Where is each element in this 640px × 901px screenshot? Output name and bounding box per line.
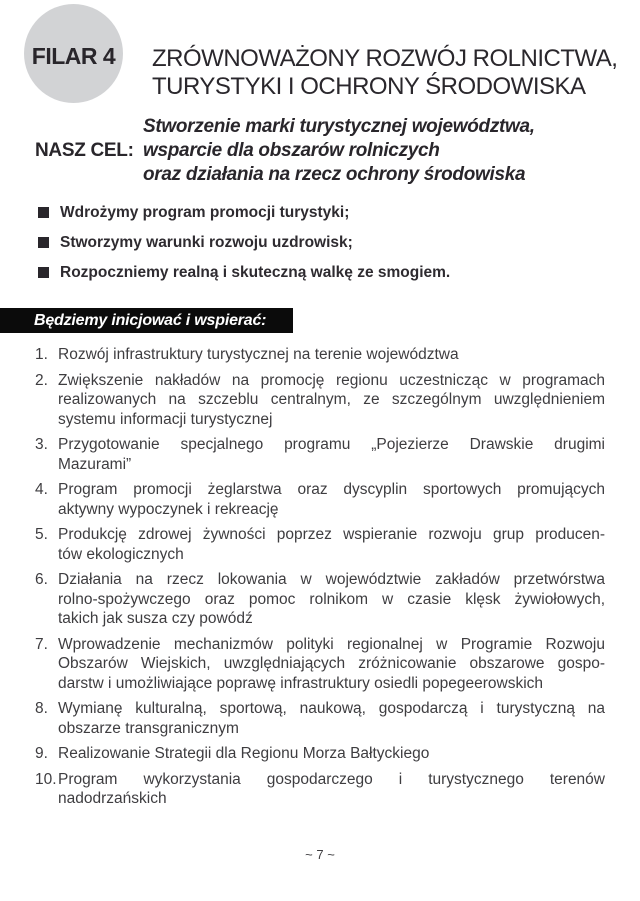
item-text [58, 770, 605, 809]
list-item [35, 371, 605, 430]
numbered-list [35, 345, 605, 815]
item-text [58, 345, 605, 365]
goal-line-3: oraz działania na rzecz ochrony środowiska [143, 164, 526, 185]
section-header-bar [0, 308, 293, 333]
list-item [35, 570, 605, 629]
item-text [58, 570, 605, 629]
item-text [58, 744, 605, 764]
item-number: 3. [35, 436, 48, 453]
list-item [35, 435, 605, 474]
item-line: Realizowanie Strategii dla Regionu Morza Bałtyckiego [58, 745, 430, 762]
list-item [35, 525, 605, 564]
black-square-icon [38, 267, 49, 278]
item-number: 5. [35, 526, 48, 543]
item-line: Zwiększenie nakładów na promocję regionu uczestnicząc w programach [58, 371, 605, 389]
list-item [35, 345, 605, 365]
item-text [58, 371, 605, 430]
item-number: 10. [35, 770, 57, 788]
item-line: takich jak susza czy powódź [58, 610, 253, 627]
pillar-label: FILAR 4 [31, 43, 116, 69]
item-line: Działania na rzecz lokowania w województwie zakładów przetwórstwa [58, 571, 605, 588]
item-text [58, 635, 605, 694]
pillar-badge [24, 4, 123, 103]
section-header-text: Będziemy inicjować i wspierać: [34, 311, 267, 329]
item-number: 8. [35, 700, 48, 717]
item-line: aktywny wypoczynek i rekreację [58, 500, 279, 518]
list-item [35, 744, 605, 764]
list-item [35, 699, 605, 738]
item-line: Produkcję zdrowej żywności poprzez wspieranie rozwoju grup producen- [58, 526, 605, 543]
item-text [58, 699, 605, 738]
bullet-text: Stworzymy warunki rozwoju uzdrowisk; [60, 234, 353, 251]
bullet-item [38, 233, 598, 253]
page-title-line-1: ZRÓWNOWAŻONY ROZWÓJ ROLNICTWA, [152, 45, 618, 72]
item-line: Mazurami” [58, 455, 132, 473]
item-line: Wymianę kulturalną, sportową, naukową, gospodarczą i turystyczną na [58, 700, 605, 717]
bullet-text: Wdrożymy program promocji turystyki; [60, 204, 350, 221]
goal-text [143, 115, 623, 187]
item-line: Obszarów Wiejskich, uwzględniających zróżnicowanie obszarowe gospo- [58, 655, 605, 672]
bullet-item [38, 263, 598, 283]
page-number: ~ 7 ~ [305, 847, 335, 862]
item-number: 7. [35, 635, 48, 653]
item-text [58, 435, 605, 474]
list-item [35, 480, 605, 519]
item-line: obszarze transgranicznym [58, 719, 239, 737]
item-line: systemu informacji turystycznej [58, 410, 273, 428]
goal-line-2: wsparcie dla obszarów rolniczych [143, 140, 440, 161]
page-title [152, 45, 617, 101]
item-number: 2. [35, 371, 48, 389]
item-line: Program promocji żeglarstwa oraz dyscyplin sportowych promujących [58, 481, 605, 498]
item-line: Wprowadzenie mechanizmów polityki regionalnej w Programie Rozwoju [58, 635, 605, 653]
item-line: Przygotowanie specjalnego programu „Pojezierze Drawskie drugimi [58, 436, 605, 453]
item-line: darstw i umożliwiające poprawę infrastruktury osiedli popegeerowskich [58, 674, 544, 692]
item-text [58, 525, 605, 564]
list-item [35, 770, 605, 809]
item-number: 9. [35, 745, 48, 762]
bullet-text: Rozpoczniemy realną i skuteczną walkę ze smogiem. [60, 264, 451, 281]
item-number: 4. [35, 481, 48, 498]
goal-label: NASZ CEL: [35, 140, 134, 161]
page-title-line-2: TURYSTYKI I OCHRONY ŚRODOWISKA [152, 73, 586, 100]
item-number: 1. [35, 346, 48, 363]
bullet-list [38, 203, 598, 293]
goal-line-1: Stworzenie marki turystycznej województwa, [143, 116, 535, 137]
item-line: nadodrzańskich [58, 790, 167, 807]
item-line: Program wykorzystania gospodarczego i turystycznego terenów [58, 770, 605, 788]
item-line: realizowanych na szczeblu centralnym, ze szczególnym uwzględnieniem [58, 391, 605, 408]
item-line: rolno-spożywczego oraz pomoc rolnikom w czasie klęsk żywiołowych, [58, 590, 605, 608]
bullet-item [38, 203, 598, 223]
item-number: 6. [35, 571, 48, 588]
item-line: Rozwój infrastruktury turystycznej na terenie województwa [58, 346, 459, 363]
item-line: tów ekologicznych [58, 545, 184, 563]
black-square-icon [38, 207, 49, 218]
item-text [58, 480, 605, 519]
list-item [35, 635, 605, 694]
black-square-icon [38, 237, 49, 248]
